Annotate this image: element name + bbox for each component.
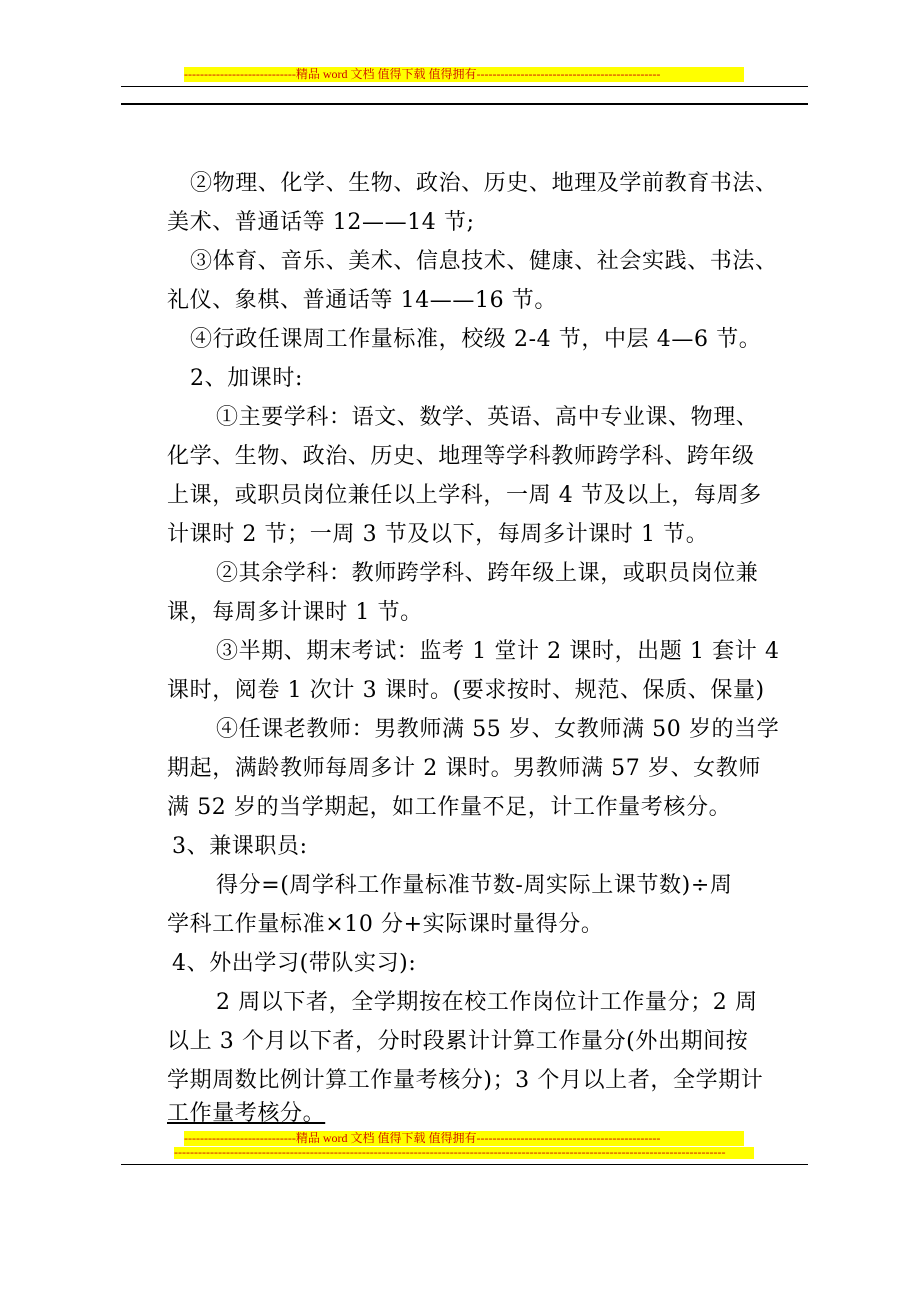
body-line: ①主要学科：语文、数学、英语、高中专业课、物理、 — [216, 405, 759, 430]
body-line: 美术、普通话等 12——14 节; — [167, 210, 475, 235]
section-heading: 4、外出学习(带队实习): — [172, 951, 417, 976]
header-rule-thin — [121, 86, 808, 87]
body-line: 礼仪、象棋、普通话等 14——16 节。 — [167, 288, 557, 313]
body-line: ④任课老教师：男教师满 55 岁、女教师满 50 岁的当学 — [216, 717, 780, 742]
header-watermark-banner: ----------------------------精品 word 文档 值得下载 值得拥有---------------------------------------------- — [184, 67, 744, 82]
body-line: 学期周数比例计算工作量考核分)；3 个月以上者，全学期计 — [167, 1068, 764, 1093]
body-line: ③半期、期末考试：监考 1 堂计 2 课时，出题 1 套计 4 — [216, 639, 780, 664]
body-line: 上课，或职员岗位兼任以上学科，一周 4 节及以上，每周多 — [167, 483, 762, 508]
body-line: 课，每周多计课时 1 节。 — [167, 600, 423, 625]
section-heading: 2、加课时: — [190, 366, 304, 391]
body-line: 期起，满龄教师每周多计 2 课时。男教师满 57 岁、女教师 — [167, 756, 761, 781]
body-line: ②物理、化学、生物、政治、历史、地理及学前教育书法、 — [190, 171, 778, 196]
footer-rule — [121, 1164, 808, 1165]
body-line: ④行政任课周工作量标准，校级 2-4 节，中层 4—6 节。 — [190, 327, 762, 352]
body-line: 计课时 2 节；一周 3 节及以下，每周多计课时 1 节。 — [167, 522, 709, 547]
body-line: 得分=(周学科工作量标准节数-周实际上课节数)÷周 — [216, 873, 733, 898]
body-line: ②其余学科：教师跨学科、跨年级上课，或职员岗位兼 — [216, 561, 759, 586]
body-line: 学科工作量标准×10 分+实际课时量得分。 — [167, 912, 604, 937]
body-line: 化学、生物、政治、历史、地理等学科教师跨学科、跨年级 — [167, 444, 755, 469]
section-heading: 3、兼课职员: — [172, 834, 308, 859]
footer-watermark-banner: ----------------------------精品 word 文档 值得下载 值得拥有---------------------------------------------- — [184, 1131, 744, 1146]
body-line: 课时，阅卷 1 次计 3 课时。(要求按时、规范、保质、保量) — [167, 678, 765, 703]
footer-dash-banner: ------------------------------------------------------------------------------------------------------------------------------------------ — [174, 1147, 754, 1159]
body-line: 以上 3 个月以下者，分时段累计计算工作量分(外出期间按 — [167, 1029, 749, 1054]
body-line: ③体育、音乐、美术、信息技术、健康、社会实践、书法、 — [190, 249, 778, 274]
body-line: 2 周以下者，全学期按在校工作岗位计工作量分；2 周 — [216, 990, 758, 1015]
body-line: 工作量考核分。 — [167, 1101, 326, 1126]
header-rule-thick — [121, 103, 808, 105]
body-line: 满 52 岁的当学期起，如工作量不足，计工作量考核分。 — [167, 795, 732, 820]
